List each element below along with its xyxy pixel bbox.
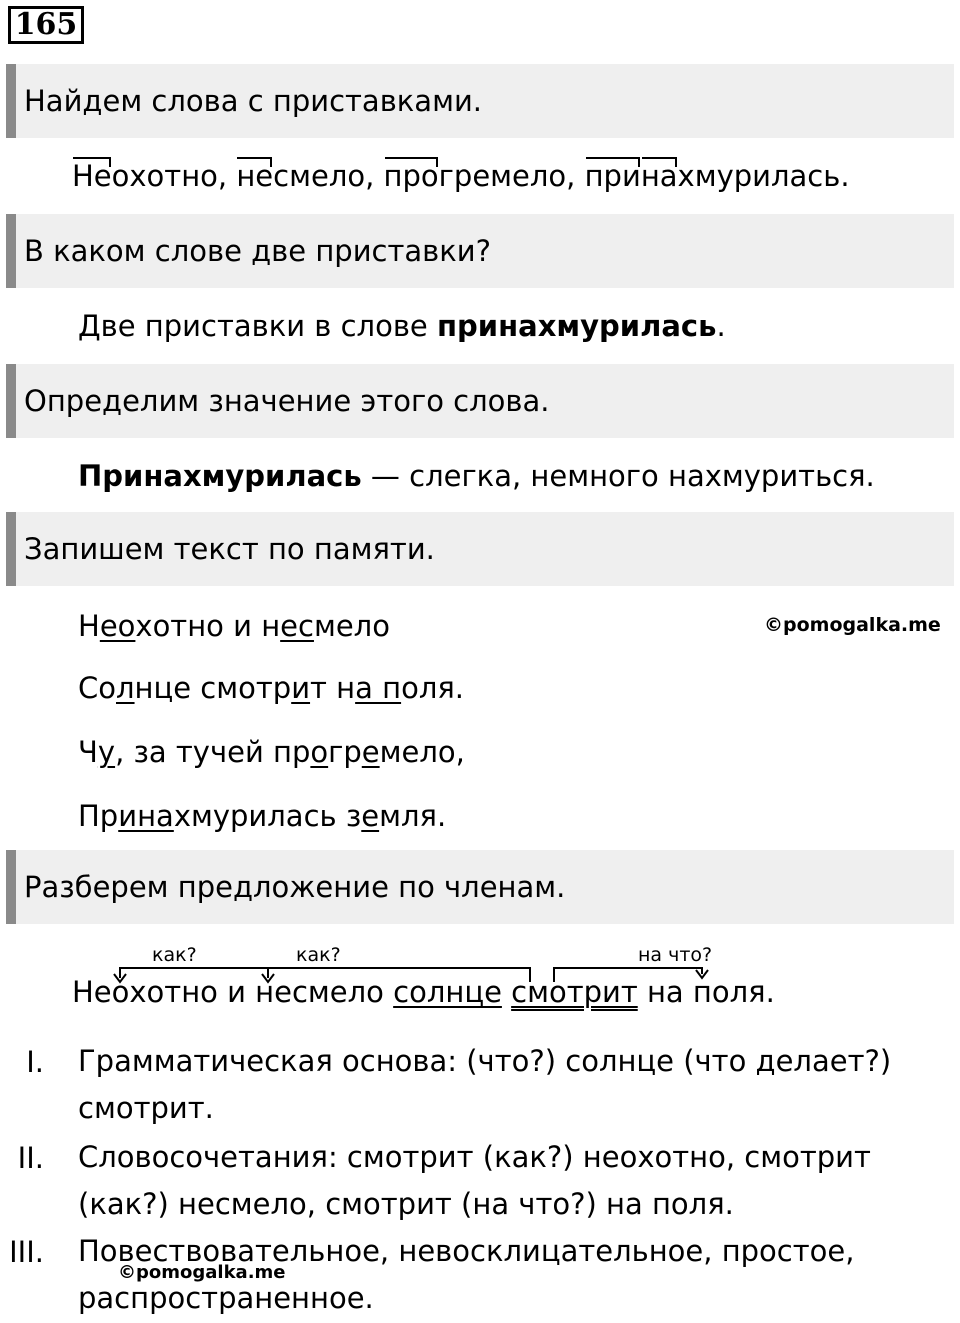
answer-word: принахмурилась xyxy=(437,309,717,343)
watermark: ©pomogalka.me xyxy=(764,614,941,636)
prefix-mark: про xyxy=(383,159,439,193)
text: на поля. xyxy=(637,975,775,1009)
text: Неохотно и несмело xyxy=(72,975,394,1009)
spelling-mark: ес xyxy=(280,609,314,643)
spelling-mark: о xyxy=(310,735,329,769)
text: мело xyxy=(313,609,390,643)
spelling-mark: е xyxy=(361,735,380,769)
prefix-mark: не xyxy=(236,159,274,193)
text: Н xyxy=(78,609,100,643)
question-label: как? xyxy=(296,944,341,966)
spelling-mark: и xyxy=(291,671,311,705)
spelling-mark: л xyxy=(116,671,135,705)
word-rest: хмурилась. xyxy=(677,159,850,193)
word-rest: смело, xyxy=(273,159,384,193)
task-number: 165 xyxy=(8,6,84,44)
list-item: Грамматическая основа: (что?) солнце (что делает?) смотрит. xyxy=(78,1044,892,1125)
predicate: смотрит xyxy=(511,975,638,1009)
text: нце смотр xyxy=(134,671,292,705)
answer-text: Две приставки в слове xyxy=(78,309,437,343)
list-item: Словосочетания: смотрит (как?) неохотно, смотрит (как?) несмело, смотрит (на что?) на поля. xyxy=(78,1140,871,1221)
prefix-mark: на xyxy=(640,159,678,193)
text: мело, xyxy=(379,735,465,769)
poem-line-3 xyxy=(78,732,465,772)
question-label: на что? xyxy=(638,944,713,966)
list-number: III. xyxy=(9,1235,44,1269)
word-rest: гремело, xyxy=(438,159,585,193)
word-rest: охотно, xyxy=(111,159,237,193)
text xyxy=(502,975,511,1009)
parsed-sentence xyxy=(72,972,775,1012)
meaning-text: — слегка, немного нахмуриться. xyxy=(361,459,875,493)
prefixes-line xyxy=(72,156,850,196)
prefix-mark: при xyxy=(584,159,641,193)
spelling-mark: е xyxy=(361,799,380,833)
subject: солнце xyxy=(393,975,502,1009)
list-number: I. xyxy=(26,1045,44,1079)
text: Пр xyxy=(78,799,119,833)
list-item: Повествовательное, невосклицательное, простое, распространенное. xyxy=(78,1234,855,1315)
poem-line-2 xyxy=(78,668,464,708)
section-header-poem: Запишем текст по памяти. xyxy=(6,512,954,586)
spelling-mark: ина xyxy=(118,799,174,833)
text: т н xyxy=(310,671,356,705)
spelling-mark: ео xyxy=(99,609,136,643)
text: хмурилась з xyxy=(173,799,362,833)
section-header-parse: Разберем предложение по членам. xyxy=(6,850,954,924)
spelling-mark: а п xyxy=(355,671,402,705)
meaning-word: Принахмурилась xyxy=(78,459,362,493)
section-header-prefixes: Найдем слова с приставками. xyxy=(6,64,954,138)
meaning-line xyxy=(78,456,875,496)
two-prefixes-answer xyxy=(78,306,726,346)
poem-line-1 xyxy=(78,606,390,646)
text: гр xyxy=(328,735,362,769)
text: Ч xyxy=(78,735,98,769)
text: мля. xyxy=(379,799,447,833)
section-header-meaning: Определим значение этого слова. xyxy=(6,364,954,438)
answer-end: . xyxy=(716,309,726,343)
prefix-mark: Не xyxy=(72,159,112,193)
spelling-mark: у xyxy=(97,735,116,769)
text: оля. xyxy=(401,671,465,705)
text: хотно и н xyxy=(135,609,281,643)
question-label: как? xyxy=(152,944,197,966)
section-header-two-prefixes: В каком слове две приставки? xyxy=(6,214,954,288)
watermark: ©pomogalka.me xyxy=(118,1262,286,1283)
poem-line-4 xyxy=(78,796,446,836)
list-number: II. xyxy=(17,1141,44,1175)
text: , за тучей пр xyxy=(115,735,311,769)
text: Со xyxy=(78,671,116,705)
